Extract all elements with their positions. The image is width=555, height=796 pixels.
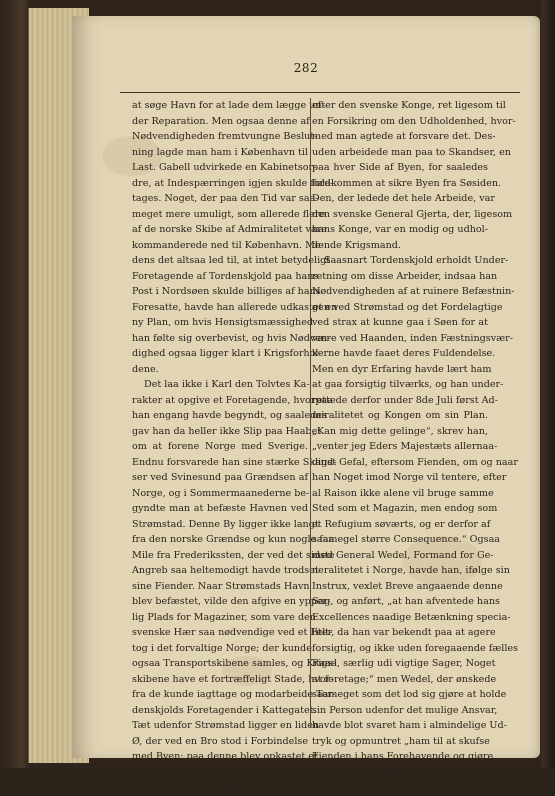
text-line: liter, da han var bekendt paa at agere [312,627,496,638]
text-line: at gaa forsigtig tilværks, og han under- [312,379,504,390]
text-line: rettede derfor under 8de Juli først Ad- [312,394,498,406]
text-line: fra de kunde iagttage og modarbeide Tor- [132,689,336,700]
text-line: dene. [132,363,159,375]
text-line: tryk og opmuntret „ham til at skufse [312,735,490,747]
text-line: Ø, der ved en Bro stod i Forbindelse [132,735,308,747]
text-line: efter den svenske Konge, ret ligesom til [312,100,506,111]
text-line: Post i Nordsøen skulde billiges af hans [132,286,321,297]
text-line: al Raison ikke alene vil bruge samme [312,487,494,499]
text-line: svenske Hær saa nødvendige ved et Felt- [132,627,333,638]
text-line: meget mere umuligt, som allerede flere [132,208,326,220]
text-line: gen ved Strømstad og det Fordelagtige [312,301,503,313]
text-line: miralitetet og Kongen om sin Plan. [312,410,488,421]
page-number: 282 [293,61,319,75]
text-line: Last. Gabell udvirkede en Kabinetsor- [132,162,317,173]
text-line: Foresatte, havde han allerede udkastet en [132,301,338,313]
text-line: Men en dyr Erfaring havde lært ham [312,363,492,375]
text-line: dens det altsaa led til, at intet betydeligt [132,255,331,266]
text-line: med General Wedel, Formand for Ge- [312,549,494,561]
text-line: Strømstad. Denne By ligger ikke langt [132,518,319,530]
text-line: kerne havde faaet deres Fuldendelse. [312,348,496,359]
text-line: „venter jeg Eders Majestæts allernaa- [312,441,498,452]
text-line: dende Krigsmand. [312,239,401,251]
text-line: med Byen; paa denne blev opkastet et [132,751,318,762]
text-line: digst Gefal, eftersom Fienden, om og naar [312,456,518,468]
text-line: Sag, og anført, „at han afventede hans [312,596,500,607]
text-line: saameget som det lod sig gjøre at holde [312,689,507,700]
text-line: et Refugium søværts, og er derfor af [312,518,491,530]
text-line: Fienden i hans Forehavende og gjøre [312,751,494,762]
text-line: en Forsikring om den Udholdenhed, hvor- [312,115,516,127]
text-line: om at forene Norge med Sverige. [132,441,308,452]
text-line: med man agtede at forsvare det. Des- [312,131,496,142]
text-line: der Reparation. Men ogsaa denne af [132,115,310,127]
text-line: tog i det forvaltige Norge; der kunde [132,642,312,654]
text-line: saamegel større Consequence.“ Ogsaa [312,534,501,545]
text-line: neralitetet i Norge, havde han, ifølge sin [312,565,510,576]
column-divider [310,98,311,728]
text-line: han engang havde begyndt, og saaledes [132,410,327,421]
text-line: Kanoner og dette fik Navnet „Carolus“ [132,782,321,793]
text-line: Den, der ledede det hele Arbeide, var [312,193,495,204]
text-line: fuldkommen at sikre Byen fra Søsiden. [312,177,502,189]
text-line: Endnu forsvarede han sine stærke Skand- [132,456,337,468]
text-line: hans Konge, var en modig og udhol- [312,224,488,235]
text-line: fra den norske Grændse og kun nogle faa [132,534,335,545]
text-line: Mile fra Frederikssten, der ved det sidste [132,549,335,561]
text-line: rakter at opgive et Foretagende, hvorpaa [132,394,333,406]
text-line: Det laa ikke i Karl den Tolvtes Ka- [144,379,310,390]
text-line: ham alt muligt Afbræk.“ [312,766,431,778]
book-page [72,16,540,793]
text-line: Norge, og i Sommermaanederne be- [132,487,310,499]
text-line: Raad, særlig udi vigtige Sager, Noget [312,658,496,669]
text-line: ning lagde man ham i København til [132,146,308,158]
text-line: ogsaa Transportskibene samles, og Krigs- [132,658,336,669]
text-line: Excellences naadige Betænkning specia- [312,611,511,623]
text-line: „Kan mig dette gelinge“, skrev han, [312,425,488,437]
text-line: Instrux, vexlet Breve angaaende denne [312,580,503,592]
text-line: den svenske General Gjerta, der, ligesom [312,208,513,220]
text-line: Nødvendigheden fremtvungne Beslut- [132,131,318,142]
text-line: dighed ogsaa ligger klart i Krigsforhol- [132,348,322,359]
text-line: sine Fiender. Naar Strømstads Havn [132,580,310,592]
text-line: forsigtig, og ikke uden foregaaende fælles [312,642,519,654]
text-line: havde blot svaret ham i almindelige Ud- [312,720,507,731]
text-line: Sted som et Magazin, men endog som [312,503,498,514]
text-line: han Noget imod Norge vil tentere, efter [312,472,507,483]
book-cover-edge [541,0,555,768]
text-line: af de norske Skibe af Admiralitetet vare [132,224,327,235]
text-line: lig Plads for Magaziner, som vare den [132,611,316,623]
text-line: retning om disse Arbeider, indsaa han [312,270,498,282]
text-line: sin Person udenfor det mulige Ansvar, [312,704,498,716]
text-line: Tæt udenfor Strømstad ligger en liden [132,720,320,731]
text-line: ved strax at kunne gaa i Søen for at [312,317,488,328]
text-line: dre, at Indespærringen igjen skulde fore- [132,177,334,189]
text-line: Angreb saa heltemodigt havde trodset [132,565,319,576]
text-line: denskjolds Foretagender i Kattegatet. [132,704,317,716]
text-line: Saasnart Tordenskjold erholdt Under- [324,255,509,266]
left-text-column [132,98,338,796]
text-line: være ved Haanden, inden Fæstningsvær- [312,332,513,344]
text-line: gyndte man at befæste Havnen ved [132,503,308,514]
text-line: gav han da heller ikke Slip paa Haabet [132,425,322,437]
text-line: skibene have et fortræffeligt Stade, hvor- [132,673,334,685]
text-line: Men Generalitetet sørgede ikke for [324,782,496,793]
text-line: at søge Havn for at lade dem lægge un- [132,100,325,111]
text-line: blev befæstet, vilde den afgive en ypper- [132,596,331,607]
text-line: uden arbeidede man paa to Skandser, en [312,146,511,158]
text-line: at foretage;“ men Wedel, der ønskede [312,673,497,685]
text-line: paa hver Side af Byen, for saaledes [312,162,488,173]
text-line: ny Plan, om hvis Hensigtsmæssighed [132,317,314,328]
header-rule [120,92,520,93]
text-line: Foretagende af Tordenskjold paa hans [132,270,319,282]
text-line: Nødvendigheden af at ruinere Befæstnin- [312,286,515,297]
text-line: kommanderede ned til København. Me- [132,239,324,251]
text-line: han følte sig overbevist, og hvis Nødven- [132,332,331,344]
text-line: tages. Noget, der paa den Tid var saa- [132,193,319,204]
text-line: sværi Batteri paa fjorten attenpundige [132,766,321,778]
text-line: ser ved Svinesund paa Grændsen af [132,472,308,483]
right-text-column [312,98,519,796]
